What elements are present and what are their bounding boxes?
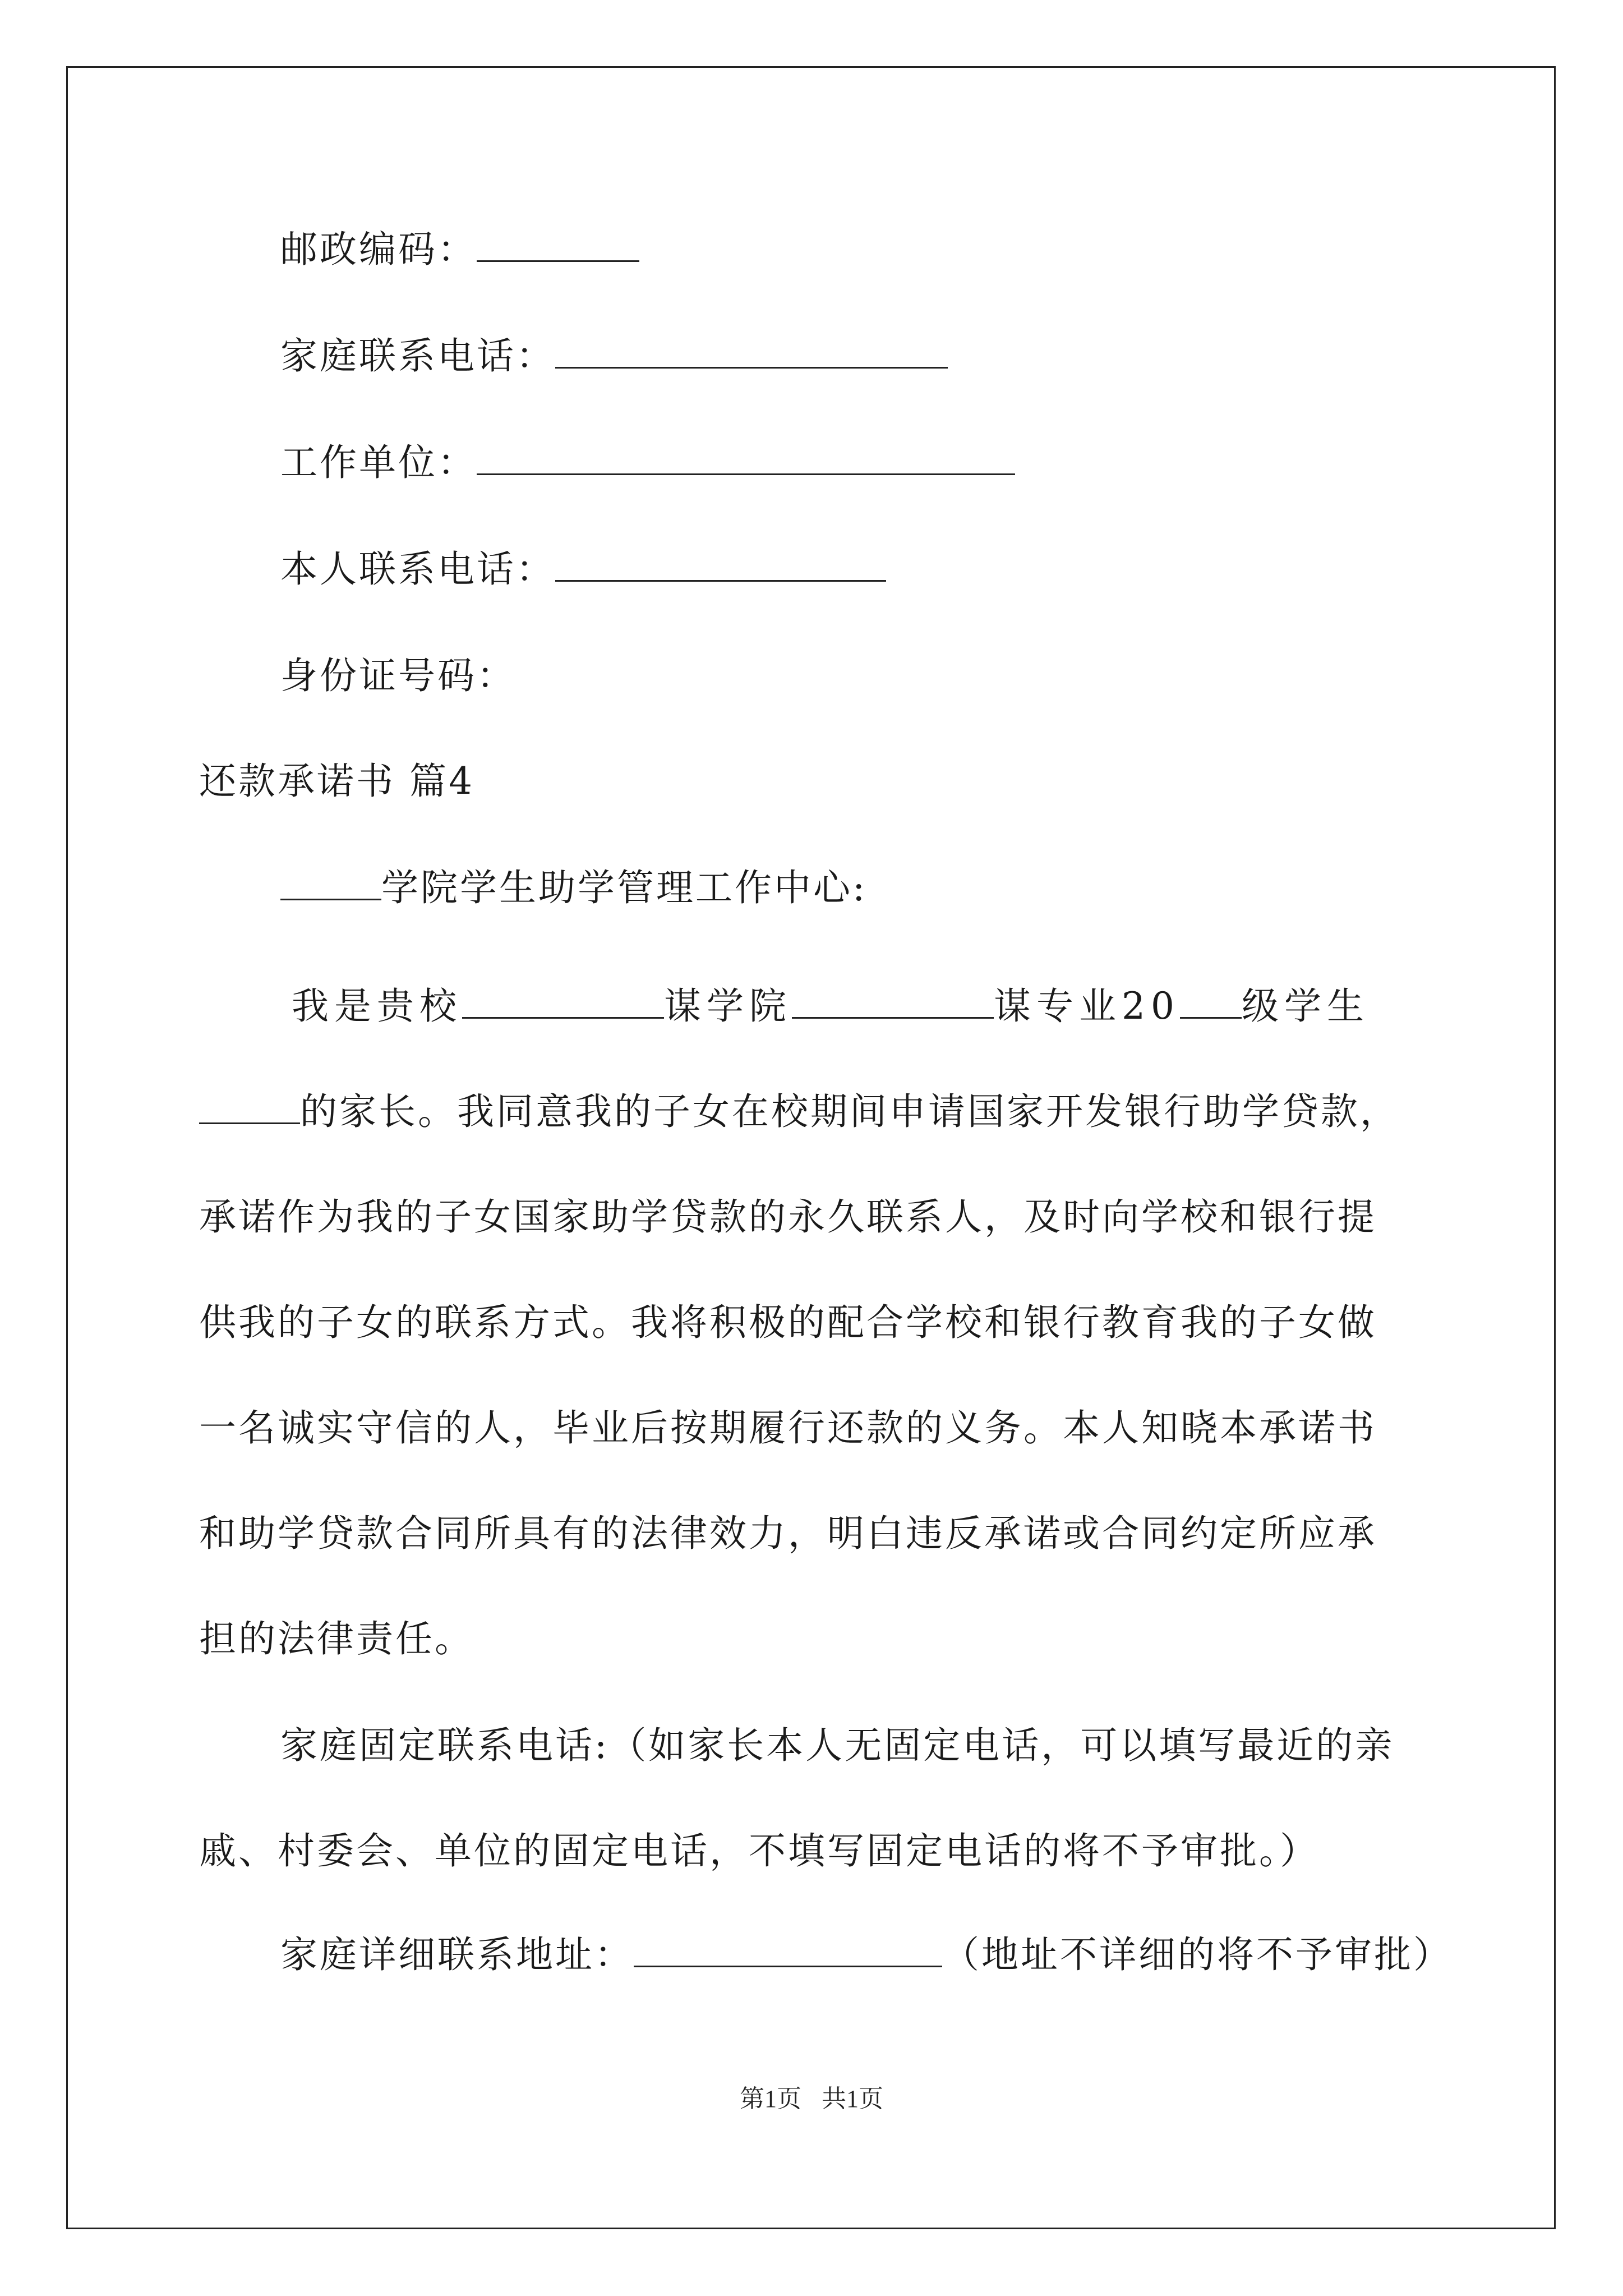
body-line-6: 和助学贷款合同所具有的法律效力，明白违反承诺或合同约定所应承 [199, 1512, 1377, 1555]
self-phone-row [280, 544, 886, 595]
body-line-2 [199, 1059, 1433, 1165]
addressee-row [280, 863, 867, 913]
fixed-phone-line-1: 家庭固定联系电话:（如家长本人无固定电话，可以填写最近的亲 [280, 1724, 1395, 1767]
section-heading [199, 756, 474, 807]
body-line-1-d: 级学生 [1241, 984, 1370, 1028]
work-unit-row [280, 438, 1015, 488]
body-line-2-text: 的家长。我同意我的子女在校期间申请国家开发银行助学贷款， [300, 1090, 1399, 1133]
body-paragraph [199, 954, 1433, 1692]
postal-code-row [280, 224, 639, 275]
body-line-1-b: 谋学院 [664, 984, 792, 1028]
postal-code-label: 邮政编码： [280, 228, 477, 271]
postal-code-blank [477, 229, 639, 262]
address-row [280, 1930, 1453, 1980]
work-unit-label: 工作单位： [280, 441, 477, 484]
addressee-text: 学院学生助学管理工作中心: [381, 866, 868, 909]
student-name-blank [199, 1091, 300, 1124]
college-blank [792, 986, 994, 1019]
page-footer [0, 2078, 1623, 2114]
id-number-row [280, 651, 516, 701]
address-note: （地址不详细的将不予审批） [942, 1933, 1453, 1976]
work-unit-blank [477, 442, 1015, 475]
footer-total-pages: 共1页 [822, 2085, 883, 2113]
fixed-phone-line-2: 戚、村委会、单位的固定电话，不填写固定电话的将不予审批。） [199, 1829, 1319, 1872]
body-line-7: 担的法律责任。 [199, 1617, 474, 1660]
address-blank [634, 1934, 942, 1967]
body-line-1-a: 我是贵校 [292, 984, 462, 1028]
body-line-5: 一名诚实守信的人，毕业后按期履行还款的义务。本人知晓本承诺书 [199, 1406, 1377, 1450]
body-line-1 [199, 954, 1433, 1059]
footer-page-number: 第1页 [740, 2085, 801, 2113]
home-phone-label: 家庭联系电话： [280, 334, 555, 378]
address-label: 家庭详细联系地址： [280, 1933, 634, 1976]
self-phone-label: 本人联系电话： [280, 547, 555, 591]
body-line-3: 承诺作为我的子女国家助学贷款的永久联系人，及时向学校和银行提 [199, 1195, 1377, 1239]
self-phone-blank [555, 549, 886, 582]
body-line-4: 供我的子女的联系方式。我将积极的配合学校和银行教育我的子女做 [199, 1301, 1377, 1344]
home-phone-row [280, 331, 948, 381]
fixed-phone-paragraph [199, 1693, 1433, 1904]
section-heading-text: 还款承诺书 篇4 [199, 760, 474, 803]
addressee-blank [280, 867, 381, 900]
body-line-1-c: 谋专业20 [994, 984, 1180, 1028]
year-blank [1180, 986, 1242, 1019]
id-number-label: 身份证号码： [280, 654, 516, 697]
home-phone-blank [555, 335, 948, 369]
school-blank [462, 986, 664, 1019]
